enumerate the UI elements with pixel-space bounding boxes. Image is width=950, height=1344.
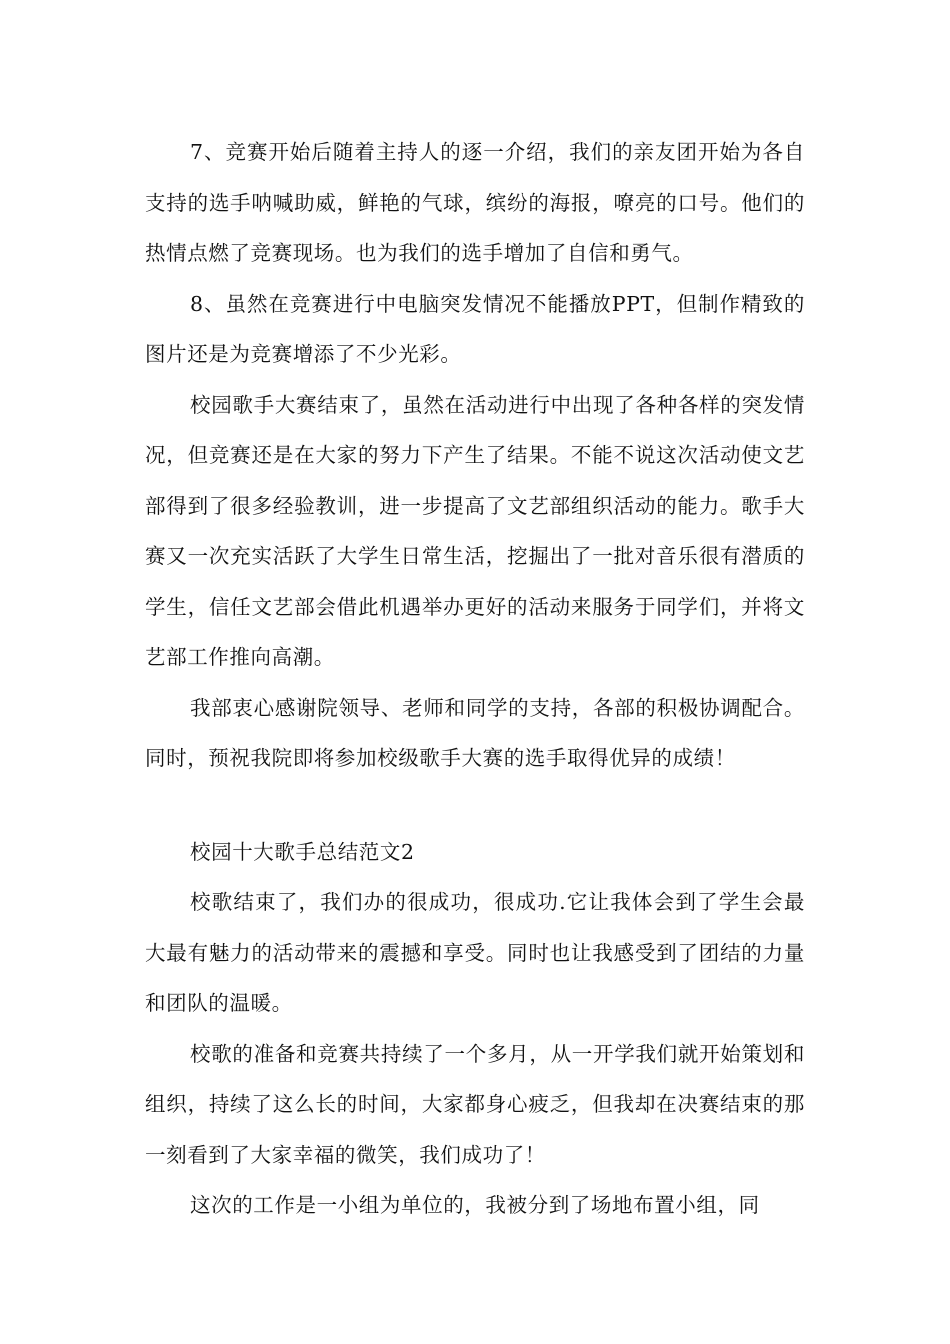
- document-body: [145, 127, 805, 1231]
- section-gap: [145, 784, 805, 827]
- section-title: 校园十大歌手总结范文2: [190, 839, 415, 864]
- paragraph-sample2-3: 这次的工作是一小组为单位的，我被分到了场地布置小组，同: [190, 1193, 760, 1217]
- paragraph-item-8: 8、虽然在竞赛进行中电脑突发情况不能播放PPT，但制作精致的图片还是为竞赛增添了不少光彩。: [145, 291, 805, 366]
- paragraph-conclusion: 校园歌手大赛结束了，虽然在活动进行中出现了各种各样的突发情况，但竞赛还是在大家的努力下产生了结果。不能不说这次活动使文艺部得到了很多经验教训，进一步提高了文艺部组织活动的能力。歌手大赛又一次充实活跃了大学生日常生活，挖掘出了一批对音乐很有潜质的学生，信任文艺部会借此机遇举办更好的活动来服务于同学们，并将文艺部工作推向高潮。: [145, 392, 805, 669]
- paragraph-sample2-2: 校歌的准备和竞赛共持续了一个多月，从一开学我们就开始策划和组织，持续了这么长的时间，大家都身心疲乏，但我却在决赛结束的那一刻看到了大家幸福的微笑，我们成功了！: [145, 1041, 805, 1167]
- paragraph-thanks: 我部衷心感谢院领导、老师和同学的支持，各部的积极协调配合。同时，预祝我院即将参加校级歌手大赛的选手取得优异的成绩！: [145, 695, 805, 770]
- paragraph-sample2-1: 校歌结束了，我们办的很成功，很成功.它让我体会到了学生会最大最有魅力的活动带来的震撼和享受。同时也让我感受到了团结的力量和团队的温暖。: [145, 890, 805, 1015]
- paragraph-item-7: 7、竞赛开始后随着主持人的逐一介绍，我们的亲友团开始为各自支持的选手呐喊助威，鲜艳的气球，缤纷的海报，嘹亮的口号。他们的热情点燃了竞赛现场。也为我们的选手增加了自信和勇气。: [145, 140, 805, 265]
